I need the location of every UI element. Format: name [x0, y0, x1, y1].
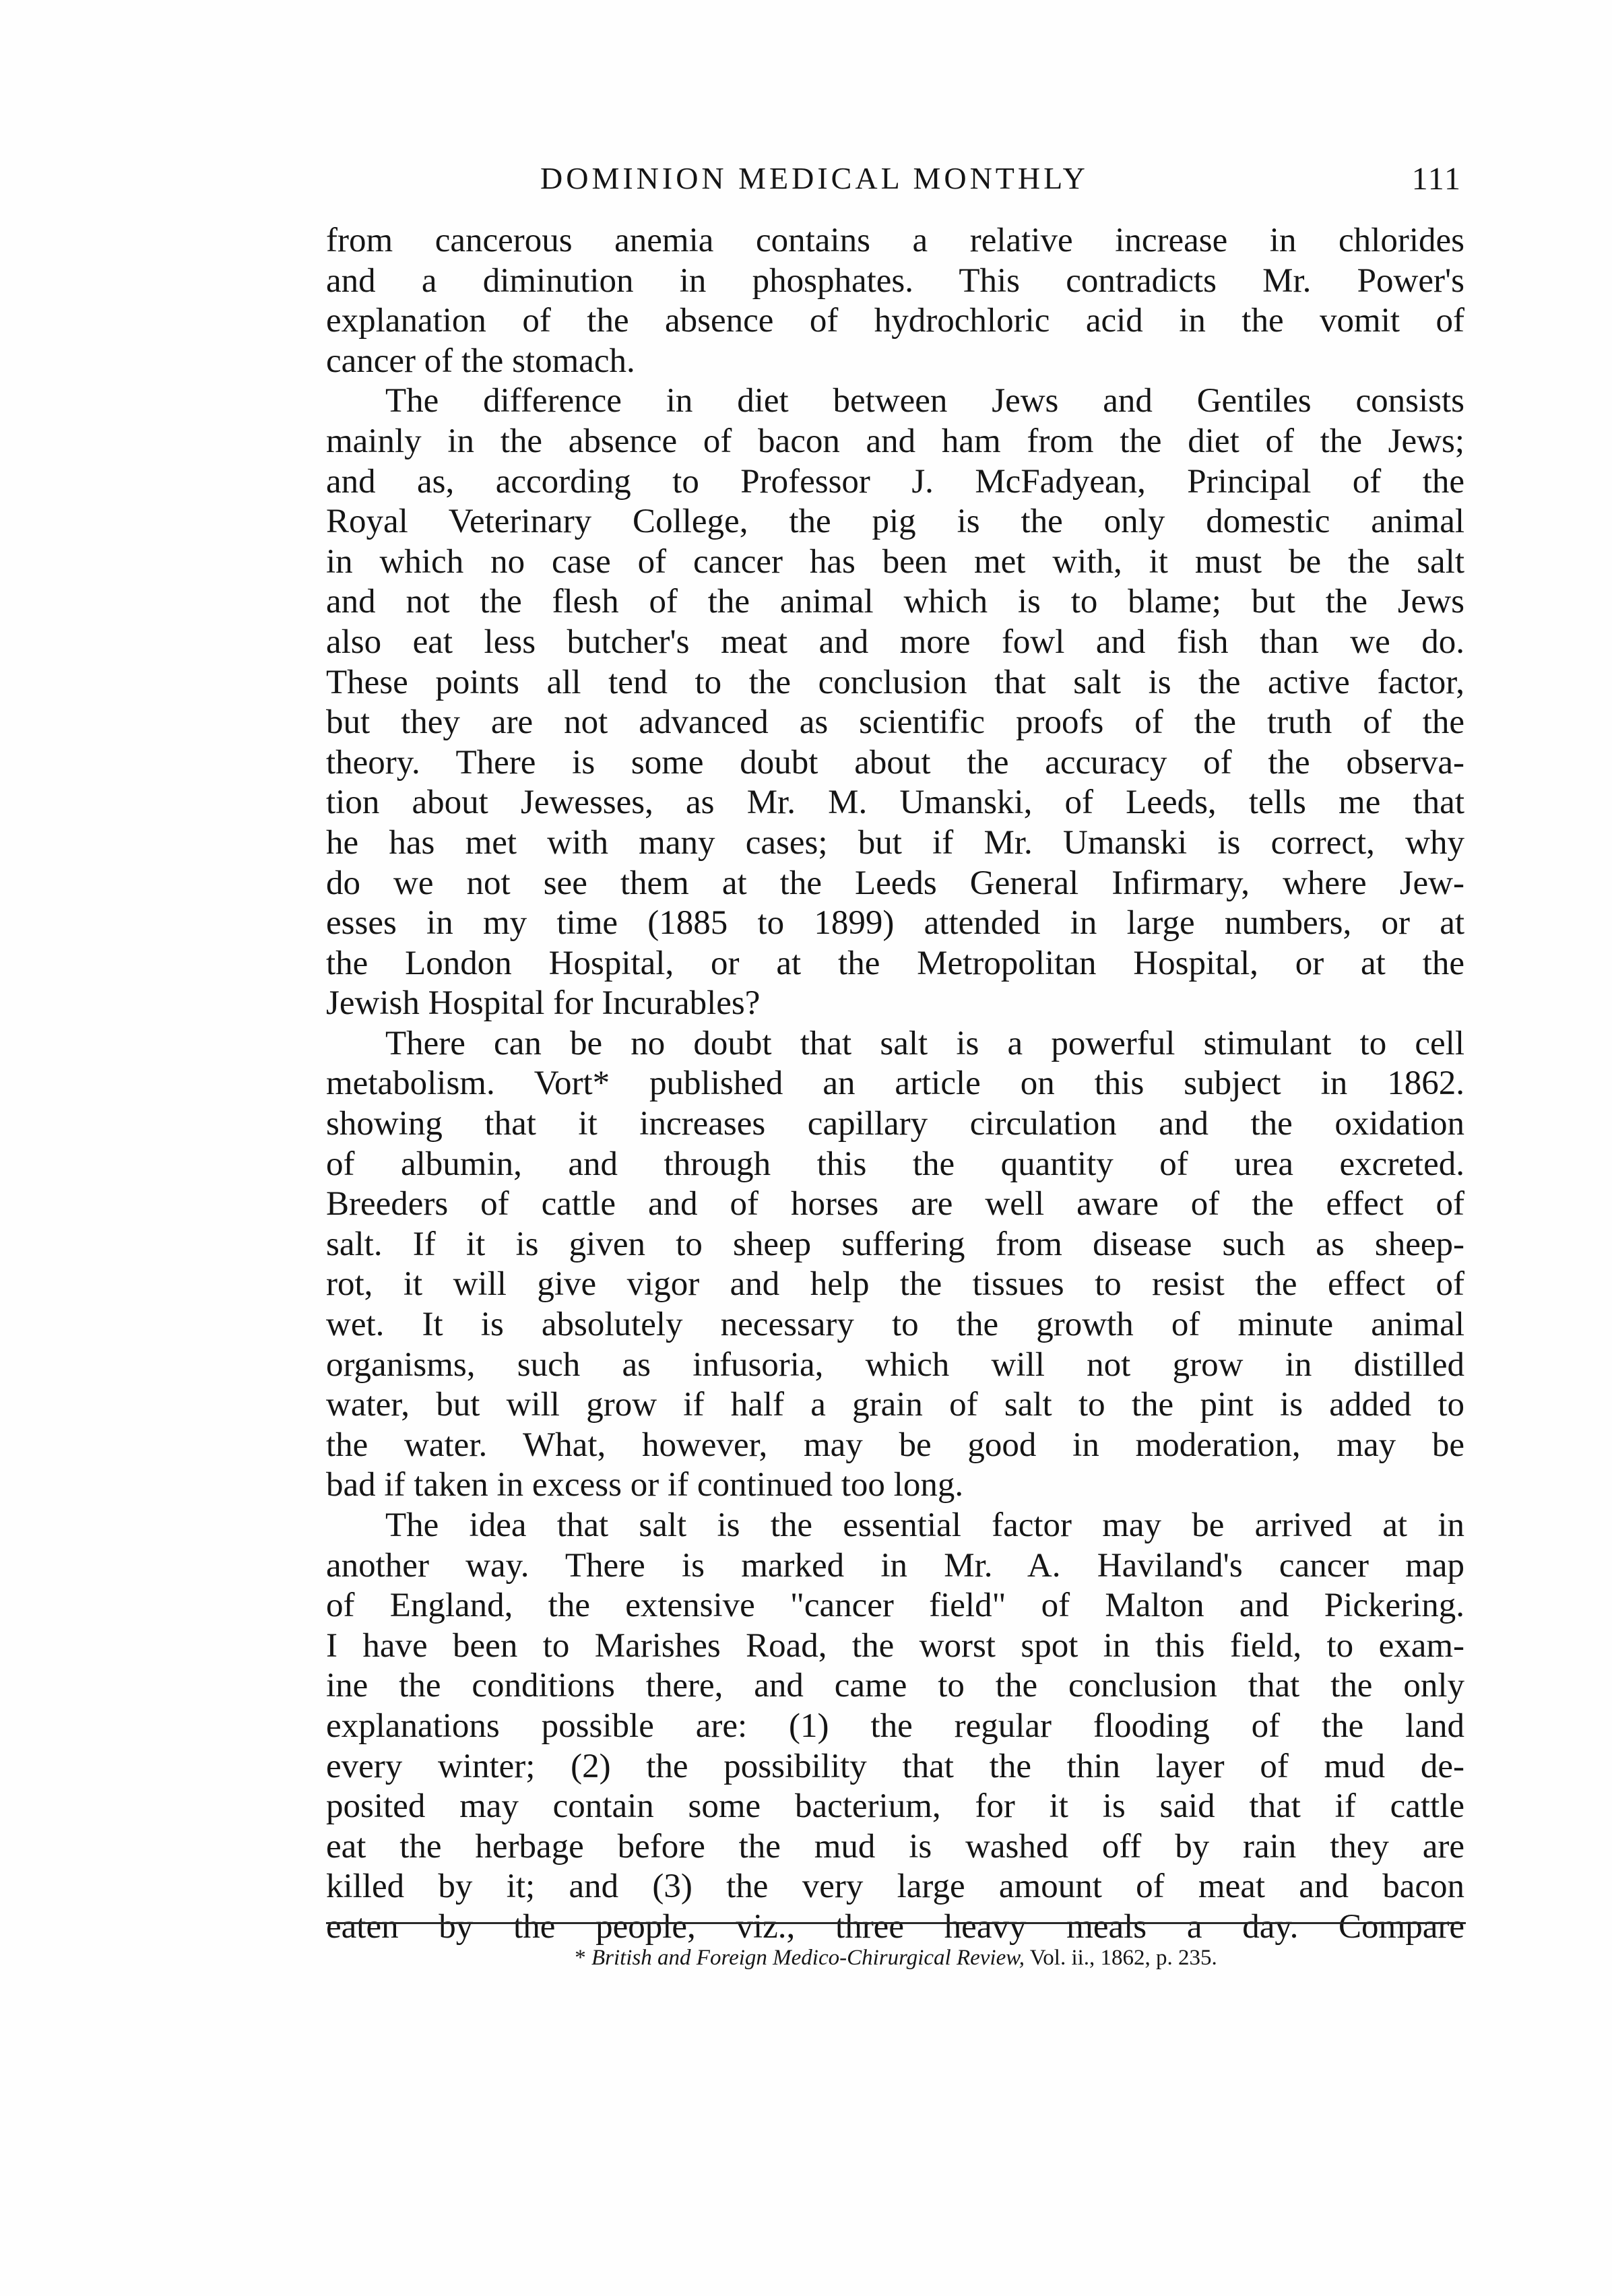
- text-line: Jewish Hospital for Incurables?: [326, 984, 761, 1023]
- text-line: Breeders of cattle and of horses are well aware of the effect of: [326, 1185, 1464, 1223]
- text-line: do we not see them at the Leeds General Infirmary, where Jew-: [326, 864, 1464, 902]
- text-line: water, but will grow if half a grain of salt to the pint is added to: [326, 1386, 1464, 1424]
- text-line: another way. There is marked in Mr. A. Haviland's cancer map: [326, 1546, 1464, 1585]
- text-line: tion about Jewesses, as Mr. M. Umanski, of Leeds, tells me that: [326, 784, 1464, 822]
- footnote-citation: Vol. ii., 1862, p. 235.: [1025, 1946, 1217, 1970]
- text-line: also eat less butcher's meat and more fowl and fish than we do.: [326, 623, 1464, 661]
- text-line: eat the herbage before the mud is washed off by rain they are: [326, 1827, 1464, 1865]
- text-line: of albumin, and through this the quantity of urea excreted.: [326, 1145, 1464, 1183]
- text-line: showing that it increases capillary circulation and the oxidation: [326, 1105, 1464, 1143]
- body-text: [326, 221, 1464, 1948]
- text-line: and not the flesh of the animal which is to blame; but the Jews: [326, 583, 1464, 621]
- text-line: every winter; (2) the possibility that the thin layer of mud de-: [326, 1747, 1464, 1785]
- text-line: wet. It is absolutely necessary to the growth of minute animal: [326, 1306, 1464, 1344]
- text-line: bad if taken in excess or if continued too long.: [326, 1466, 964, 1504]
- text-line: the London Hospital, or at the Metropolitan Hospital, or at the: [326, 944, 1464, 982]
- footnote-divider: [326, 1922, 1466, 1924]
- footnote-source: British and Foreign Medico-Chirurgical Review,: [591, 1946, 1025, 1970]
- text-line: from cancerous anemia contains a relative increase in chlorides: [326, 222, 1464, 259]
- text-line: eaten by the people, viz., three heavy meals a day. Compare: [326, 1907, 1464, 1946]
- paragraph-start-line: There can be no doubt that salt is a powerful stimulant to cell: [385, 1024, 1464, 1062]
- text-line: These points all tend to the conclusion that salt is the active factor,: [326, 663, 1464, 701]
- text-line: Royal Veterinary College, the pig is the only domestic animal: [326, 503, 1464, 541]
- text-line: esses in my time (1885 to 1899) attended in large numbers, or at: [326, 904, 1464, 943]
- text-line: salt. If it is given to sheep suffering from disease such as sheep-: [326, 1225, 1464, 1263]
- page-number: 111: [1411, 161, 1462, 197]
- text-line: I have been to Marishes Road, the worst spot in this field, to exam-: [326, 1626, 1464, 1665]
- paragraph-start-line: The idea that salt is the essential factor may be arrived at in: [385, 1506, 1464, 1544]
- text-line: and a diminution in phosphates. This contradicts Mr. Power's: [326, 261, 1464, 300]
- text-line: rot, it will give vigor and help the tissues to resist the effect of: [326, 1265, 1464, 1304]
- text-line: theory. There is some doubt about the accuracy of the observa-: [326, 743, 1464, 782]
- text-line: metabolism. Vort* published an article on this subject in 1862.: [326, 1064, 1464, 1103]
- footnote-marker: *: [575, 1946, 591, 1970]
- text-line: but they are not advanced as scientific proofs of the truth of the: [326, 703, 1464, 742]
- text-line: posited may contain some bacterium, for it is said that if cattle: [326, 1787, 1464, 1826]
- text-line: and as, according to Professor J. McFadyean, Principal of the: [326, 462, 1464, 501]
- text-line: explanations possible are: (1) the regular flooding of the land: [326, 1707, 1464, 1745]
- text-line: the water. What, however, may be good in moderation, may be: [326, 1426, 1464, 1464]
- footnote: [326, 1946, 1466, 1971]
- running-head: [323, 160, 1462, 208]
- text-line: mainly in the absence of bacon and ham from the diet of the Jews;: [326, 422, 1464, 460]
- text-line: explanation of the absence of hydrochloric acid in the vomit of: [326, 302, 1464, 340]
- paragraph-start-line: The difference in diet between Jews and Gentiles consists: [385, 382, 1464, 420]
- journal-title: DOMINION MEDICAL MONTHLY: [540, 161, 1089, 195]
- text-line: organisms, such as infusoria, which will not grow in distilled: [326, 1345, 1464, 1384]
- text-line: in which no case of cancer has been met with, it must be the salt: [326, 542, 1464, 581]
- text-line: he has met with many cases; but if Mr. Umanski is correct, why: [326, 823, 1464, 862]
- text-line: ine the conditions there, and came to the conclusion that the only: [326, 1667, 1464, 1705]
- text-line: killed by it; and (3) the very large amount of meat and bacon: [326, 1868, 1464, 1906]
- text-line: of England, the extensive "cancer field" of Malton and Pickering.: [326, 1587, 1464, 1625]
- text-line: cancer of the stomach.: [326, 342, 635, 380]
